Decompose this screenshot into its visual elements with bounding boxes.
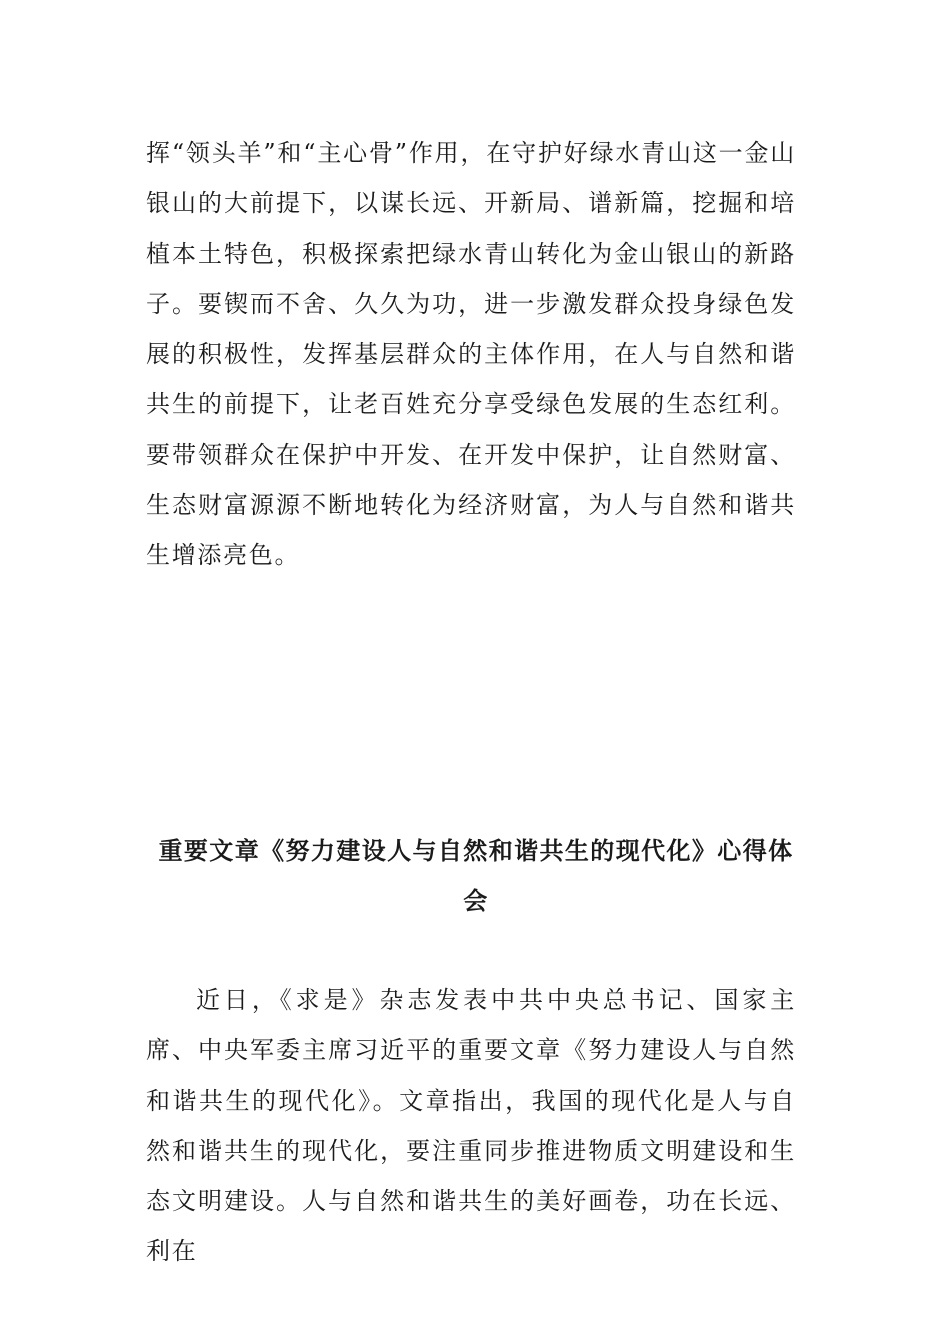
article-intro-paragraph: 近日，《求是》杂志发表中共中央总书记、国家主席、中央军委主席习近平的重要文章《努力建设人与自然和谐共生的现代化》。文章指出，我国的现代化是人与自然和谐共生的现代化，要注重同步推进物质文明建设和生态文明建设。人与自然和谐共生的美好画卷，功在长远、利在 — [146, 986, 796, 1266]
article-title: 重要文章《努力建设人与自然和谐共生的现代化》心得体会 — [158, 837, 794, 915]
continued-paragraph: 挥“领头羊”和“主心骨”作用，在守护好绿水青山这一金山银山的大前提下，以谋长远、开新局、谱新篇，挖掘和培植本土特色，积极探索把绿水青山转化为金山银山的新路子。要锲而不舍、久久为功，进一步激发群众投身绿色发展的积极性，发挥基层群众的主体作用，在人与自然和谐共生的前提下，让老百姓充分享受绿色发展的生态红利。要带领群众在保护中开发、在开发中保护，让自然财富、生态财富源源不断地转化为经济财富，为人与自然和谐共生增添亮色。 — [146, 139, 796, 570]
